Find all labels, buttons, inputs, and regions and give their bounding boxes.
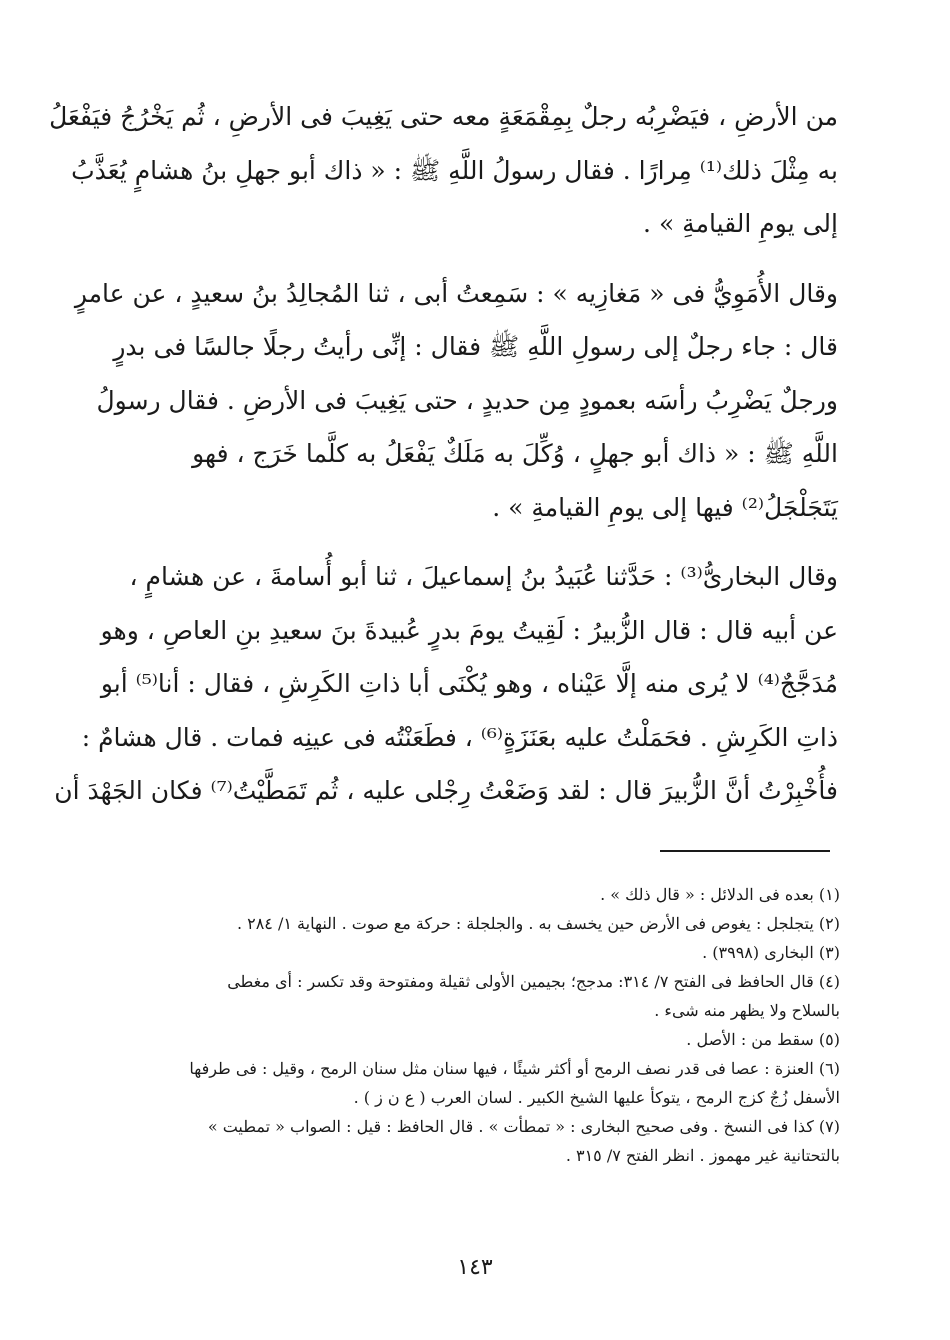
- footnote-line: بالتحتانية غير مهموز . انظر الفتح ٧/ ٣١٥ .: [565, 1146, 840, 1165]
- footnote-line: (٢) يتجلجل : يغوص فى الأرض حين يخسف به . والجلجلة : حركة مع صوت . النهاية ١/ ٢٨٤ .: [236, 914, 840, 933]
- footnote-line: (٤) قال الحافظ فى الفتح ٧/ ٣١٤: مدجج؛ بجيمين الأولى ثقيلة ومفتوحة وقد تكسر : أى مغطى: [227, 972, 840, 991]
- paragraph-2: [74, 267, 838, 535]
- page-number: ١٤٣: [457, 1255, 493, 1280]
- text-line: من الأرضِ ، فيَضْرِبُه رجلٌ بِمِقْمَعَةٍ معه حتى يَغِيبَ فى الأرضِ ، ثُم يَخْرُجُ فيَفْعَلُ: [49, 102, 838, 131]
- text-line: إلى يومِ القيامةِ » .: [643, 209, 838, 238]
- text-line: مُدَجَّجٌ⁽⁴⁾ لا يُرى منه إلَّا عَيْناه ، وهو يُكْنَى أبا ذاتِ الكَرِشِ ، فقال : أنا⁽⁵⁾ أبو: [100, 669, 838, 698]
- footnote-line: بالسلاح ولا يظهر منه شىء .: [654, 1001, 840, 1020]
- footnote-separator: [660, 850, 830, 852]
- text-line: وقال الأُمَوِيُّ فى « مَغازِيه » : سَمِعتُ أبى ، ثنا المُجالِدُ بنُ سعيدٍ ، عن عامرٍ: [74, 278, 838, 308]
- text-line: ذاتِ الكَرِشِ . فحَمَلْتُ عليه بعَنَزَةٍ⁽⁶⁾ ، فطَعَنْتُه فى عينِه فمات . قال هشامٌ :: [81, 722, 838, 752]
- footnote-line: (٦) العنزة : عصا فى قدر نصف الرمح أو أكثر شيئًا ، فيها سنان مثل سنان الرمح ، وقيل : فى طرفها: [189, 1059, 840, 1078]
- footnotes: [118, 880, 840, 1170]
- text-line: اللَّهِ ﷺ : « ذاك أبو جهلٍ ، وُكِّلَ به مَلَكٌ يَفْعَلُ به كلَّما خَرَج ، فهو: [192, 439, 838, 468]
- footnote-line: (١) بعده فى الدلائل : « قال ذلك » .: [600, 885, 840, 904]
- paragraph-1: [49, 90, 838, 251]
- text-line: يَتَجَلْجَلُ⁽²⁾ فيها إلى يومِ القيامةِ » .: [492, 492, 838, 522]
- paragraph-3: [54, 550, 838, 818]
- text-line: وقال البخارىُّ⁽³⁾ : حَدَّثنا عُبَيدُ بنُ إسماعيلَ ، ثنا أبو أُسامةَ ، عن هشامٍ ،: [129, 562, 838, 591]
- footnote-line: (٣) البخارى (٣٩٩٨) .: [702, 943, 840, 962]
- text-line: فأُخْبِرْتُ أنَّ الزُّبيرَ قال : لقد وَضَعْتُ رِجْلى عليه ، ثُم تَمَطَّيْتُ⁽⁷⁾ فكان الجَهْدَ أن: [54, 776, 838, 805]
- text-line: قال : جاء رجلٌ إلى رسولِ اللَّهِ ﷺ فقال : إنِّى رأيتُ رجلًا جالسًا فى بدرٍ: [113, 332, 838, 361]
- footnote-line: الأسفل زُجٌ كزج الرمح ، يتوكأ عليها الشيخ الكبير . لسان العرب ( ع ن ز ) .: [353, 1088, 840, 1107]
- text-line: ورجلٌ يَضْرِبُ رأسَه بعمودٍ مِن حديدٍ ، حتى يَغِيبَ فى الأرضِ . فقال رسولُ: [96, 385, 838, 415]
- text-line: عن أبيه قال : قال الزُّبيرُ : لَقِيتُ يومَ بدرٍ عُبيدةَ بنَ سعيدِ بنِ العاصِ ، وهو: [100, 615, 838, 645]
- footnote-line: (٥) سقط من : الأصل .: [686, 1030, 840, 1049]
- footnote-line: (٧) كذا فى النسخ . وفى صحيح البخارى : « تمطأت » . قال الحافظ : قيل : الصواب « تمطيت »: [207, 1117, 840, 1136]
- text-line: به مِثْلَ ذلك⁽¹⁾ مِرارًا . فقال رسولُ اللَّهِ ﷺ : « ذاك أبو جهلِ بنُ هشامٍ يُعَذَّبُ: [71, 155, 838, 185]
- main-text: [49, 90, 838, 834]
